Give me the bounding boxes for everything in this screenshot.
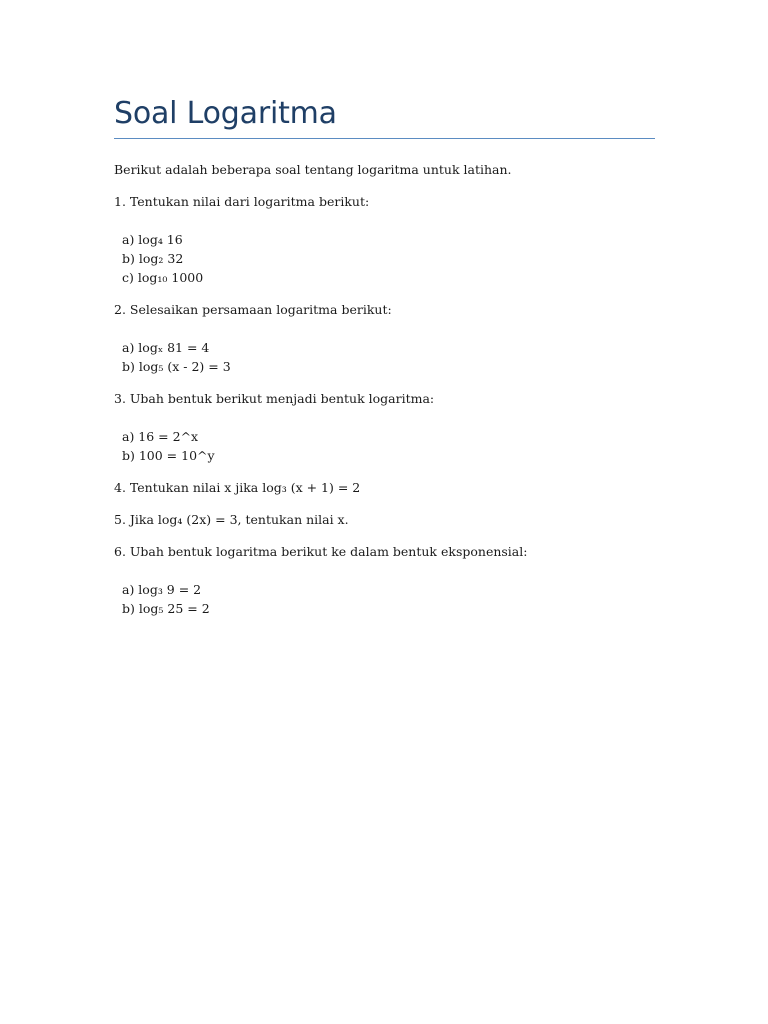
question-6-item-b: b) log₅ 25 = 2 [122, 601, 210, 616]
title-underline [114, 138, 655, 139]
question-2-item-b: b) log₅ (x - 2) = 3 [122, 359, 231, 374]
question-3: 3. Ubah bentuk berikut menjadi bentuk logaritma: [114, 391, 435, 406]
question-3-items [122, 427, 655, 465]
document-title: Soal Logaritma [114, 96, 337, 131]
question-6-item-a: a) log₃ 9 = 2 [122, 582, 202, 597]
intro-paragraph: Berikut adalah beberapa soal tentang logaritma untuk latihan. [114, 162, 512, 177]
question-3-item-b: b) 100 = 10^y [122, 448, 215, 463]
question-6-items [122, 580, 655, 618]
question-3-item-a: a) 16 = 2^x [122, 429, 199, 444]
question-1-item-a: a) log₄ 16 [122, 232, 183, 247]
question-2-items [122, 338, 655, 376]
question-6: 6. Ubah bentuk logaritma berikut ke dalam bentuk eksponensial: [114, 544, 528, 559]
question-5: 5. Jika log₄ (2x) = 3, tentukan nilai x. [114, 512, 349, 527]
question-1-item-c: c) log₁₀ 1000 [122, 270, 204, 285]
question-1-item-b: b) log₂ 32 [122, 251, 184, 266]
question-1-items [122, 230, 655, 287]
question-2-item-a: a) logₓ 81 = 4 [122, 340, 210, 355]
question-4: 4. Tentukan nilai x jika log₃ (x + 1) = 2 [114, 480, 361, 495]
document-page [114, 94, 655, 631]
question-2: 2. Selesaikan persamaan logaritma berikut: [114, 302, 392, 317]
question-1: 1. Tentukan nilai dari logaritma berikut: [114, 194, 370, 209]
